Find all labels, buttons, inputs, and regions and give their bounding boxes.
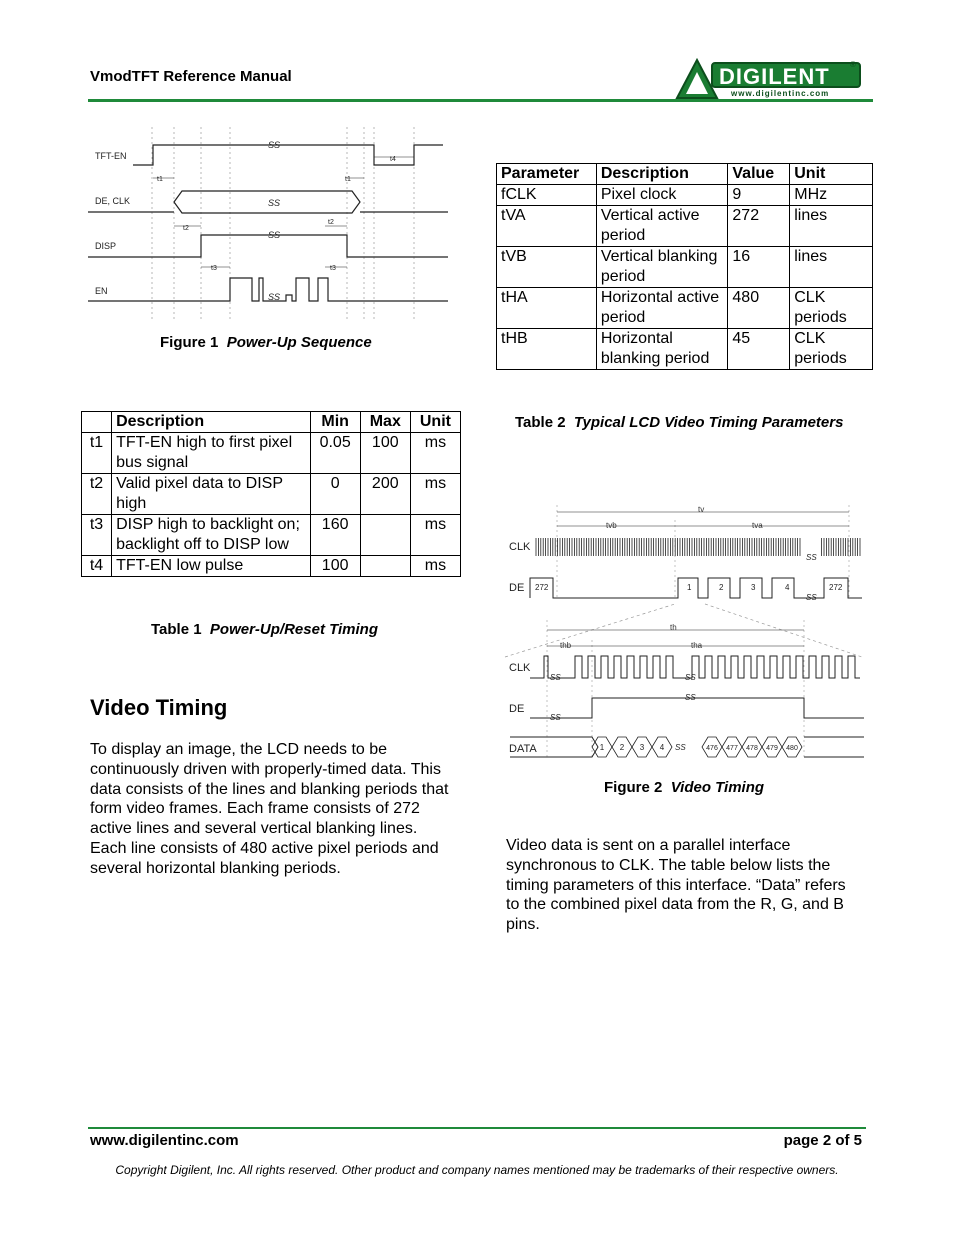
break-mark: SS xyxy=(550,673,561,682)
digilent-logo xyxy=(675,58,865,100)
label-tva: tva xyxy=(752,521,763,530)
break-mark: SS xyxy=(268,140,281,150)
table1-cell-unit: ms xyxy=(410,556,460,577)
table1-header-id xyxy=(82,412,112,433)
table2-cell-description: Horizontal blanking period xyxy=(596,329,728,370)
de-line-label: 4 xyxy=(785,583,790,592)
table1-cell-id: t2 xyxy=(82,474,112,515)
table1-cell-min: 0.05 xyxy=(310,433,360,474)
table1-cell-description xyxy=(112,515,311,556)
table-row xyxy=(82,474,461,515)
label-t1-end: t1 xyxy=(345,176,351,183)
de-line-label: 272 xyxy=(829,583,843,592)
data-pixel-label: 477 xyxy=(726,745,738,752)
table1-power-up-timing xyxy=(81,411,461,577)
table1-cell-description-line2: backlight off to DISP low xyxy=(116,536,289,553)
table1-cell-max xyxy=(360,556,410,577)
table1-cell-id: t3 xyxy=(82,515,112,556)
table-row xyxy=(497,329,873,370)
data-pixel-label: 4 xyxy=(659,743,665,752)
table2-header-value: Value xyxy=(728,164,790,185)
table1-cell-description: Valid pixel data to DISP high xyxy=(112,474,311,515)
table2-cell-unit: CLK periods xyxy=(790,329,873,370)
page-number: page 2 of 5 xyxy=(783,1132,862,1149)
table1-cell-min: 160 xyxy=(310,515,360,556)
label-tvb: tvb xyxy=(606,521,617,530)
figure1-caption-title: Power-Up Sequence xyxy=(226,334,372,351)
signal-de-frame: DE xyxy=(509,582,525,594)
video-timing-paragraph: To display an image, the LCD needs to be continuously driven with properly-timed data. This data consists of the lines and blanking periods that form video frames. Each frame consists of 272 active lines and several vertical blanking lines. Each line consists of 480 active pixel periods and several horizontal blanking periods. xyxy=(90,741,449,877)
table2-cell-description: Horizontal active period xyxy=(596,288,728,329)
data-pixel-waveform xyxy=(592,737,802,757)
table2-cell-value: 45 xyxy=(728,329,790,370)
table1-cell-max: 200 xyxy=(360,474,410,515)
label-t3-start: t3 xyxy=(211,265,217,272)
signal-de-clk: DE, CLK xyxy=(95,196,131,206)
table2-cell-parameter: tHB xyxy=(497,329,597,370)
label-thb: thb xyxy=(560,641,572,650)
data-pixel-label: 476 xyxy=(706,745,718,752)
table2-cell-description: Vertical active period xyxy=(596,206,728,247)
table1-cell-description-line1: DISP high to backlight on; xyxy=(116,516,300,533)
footer-rule xyxy=(88,1127,866,1129)
label-tha: tha xyxy=(691,641,703,650)
signal-tft-en: TFT-EN xyxy=(95,151,127,161)
de-line-label: 2 xyxy=(719,583,724,592)
table2-cell-unit: CLK periods xyxy=(790,288,873,329)
table2-header-unit: Unit xyxy=(790,164,873,185)
signal-clk-line: CLK xyxy=(509,662,531,674)
table1-caption-number: Table 1 xyxy=(151,621,202,638)
label-t2-start: t2 xyxy=(183,225,189,232)
label-th: th xyxy=(670,623,677,632)
figure1-power-up-diagram xyxy=(88,122,460,327)
label-t1-start: t1 xyxy=(157,176,163,183)
table2-header-parameter: Parameter xyxy=(497,164,597,185)
break-mark: SS xyxy=(268,292,281,302)
table1-cell-description: TFT-EN high to first pixel bus signal xyxy=(112,433,311,474)
data-pixel-label: 480 xyxy=(786,745,798,752)
data-pixel-label: 2 xyxy=(619,743,625,752)
header-rule xyxy=(88,99,873,102)
table2-cell-parameter: tVB xyxy=(497,247,597,288)
signal-data-line: DATA xyxy=(509,743,537,755)
figure2-caption xyxy=(604,779,764,796)
table1-cell-id: t4 xyxy=(82,556,112,577)
table-row xyxy=(497,288,873,329)
label-t2-end: t2 xyxy=(328,219,334,226)
table2-cell-parameter: tVA xyxy=(497,206,597,247)
figure1-caption-number: Figure 1 xyxy=(160,334,219,351)
copyright-notice: Copyright Digilent, Inc. All rights reserved. Other product and company names mentioned may be trademarks of their respective owners. xyxy=(115,1163,839,1177)
table2-cell-unit: lines xyxy=(790,247,873,288)
table1-cell-id: t1 xyxy=(82,433,112,474)
break-mark: SS xyxy=(806,553,817,562)
table2-cell-value: 9 xyxy=(728,185,790,206)
signal-clk-frame: CLK xyxy=(509,541,531,553)
table1-header-max: Max xyxy=(360,412,410,433)
break-mark: SS xyxy=(806,593,817,602)
data-pixel-label: 479 xyxy=(766,745,778,752)
de-line-label: 272 xyxy=(535,583,549,592)
table-row xyxy=(82,556,461,577)
table-header-row xyxy=(497,164,873,185)
signal-de-line: DE xyxy=(509,703,525,715)
break-mark: SS xyxy=(685,693,696,702)
table2-caption-number: Table 2 xyxy=(515,414,566,431)
table2-cell-description: Pixel clock xyxy=(596,185,728,206)
table2-caption xyxy=(515,414,843,431)
table1-header-unit: Unit xyxy=(410,412,460,433)
clk-line-trace xyxy=(560,656,860,678)
table-row xyxy=(497,247,873,288)
table1-caption xyxy=(151,621,378,638)
table1-cell-unit: ms xyxy=(410,515,460,556)
table2-cell-value: 480 xyxy=(728,288,790,329)
table-header-row xyxy=(82,412,461,433)
table2-cell-unit: lines xyxy=(790,206,873,247)
section-title: Video Timing xyxy=(90,695,228,720)
label-tv: tv xyxy=(698,505,705,514)
table-row xyxy=(497,206,873,247)
data-pixel-label: 1 xyxy=(599,743,605,752)
table1-cell-unit: ms xyxy=(410,474,460,515)
table2-header-description: Description xyxy=(596,164,728,185)
table1-header-min: Min xyxy=(310,412,360,433)
break-mark: SS xyxy=(685,673,696,682)
figure2-video-timing-diagram xyxy=(500,500,868,765)
break-mark: SS xyxy=(550,713,561,722)
de-line-label: 3 xyxy=(751,583,756,592)
table-row xyxy=(82,515,461,556)
table2-cell-description: Vertical blanking period xyxy=(596,247,728,288)
clk-line-waveform xyxy=(560,656,860,678)
table2-caption-title: Typical LCD Video Timing Parameters xyxy=(573,414,844,431)
table2-cell-unit: MHz xyxy=(790,185,873,206)
break-mark: SS xyxy=(268,230,281,240)
table1-cell-max xyxy=(360,515,410,556)
table1-cell-description: TFT-EN low pulse xyxy=(112,556,311,577)
table1-cell-min: 0 xyxy=(310,474,360,515)
logo-wordmark: DIGILENT xyxy=(711,62,861,88)
label-t3-end: t3 xyxy=(330,265,336,272)
table1-cell-max: 100 xyxy=(360,433,410,474)
table1-caption-title: Power-Up/Reset Timing xyxy=(209,621,379,638)
table1-cell-min: 100 xyxy=(310,556,360,577)
break-mark: SS xyxy=(268,198,281,208)
table2-cell-parameter: tHA xyxy=(497,288,597,329)
de-line-label: 1 xyxy=(687,583,692,592)
table2-video-timing-parameters xyxy=(496,163,873,370)
logo-url: www.digilentinc.com xyxy=(731,89,830,98)
table2-cell-parameter: fCLK xyxy=(497,185,597,206)
table2-cell-value: 16 xyxy=(728,247,790,288)
figure2-caption-title: Video Timing xyxy=(670,779,765,796)
label-t4: t4 xyxy=(390,156,396,163)
table-row xyxy=(497,185,873,206)
figure2-caption-number: Figure 2 xyxy=(604,779,663,796)
signal-disp: DISP xyxy=(95,241,117,251)
table1-cell-unit: ms xyxy=(410,433,460,474)
figure1-caption xyxy=(160,334,372,351)
data-pixel-label: 478 xyxy=(746,745,758,752)
document-title: VmodTFT Reference Manual xyxy=(90,68,292,85)
footer-url[interactable]: www.digilentinc.com xyxy=(90,1132,239,1149)
break-mark: SS xyxy=(675,743,686,752)
signal-en: EN xyxy=(95,286,108,296)
table-row xyxy=(82,433,461,474)
data-pixel-label: 3 xyxy=(639,743,645,752)
logo-registered-mark: ® xyxy=(850,60,856,69)
table1-header-description: Description xyxy=(112,412,311,433)
interface-paragraph: Video data is sent on a parallel interface synchronous to CLK. The table below lists the timing parameters of this interface. “Data” refers to the combined pixel data from the R, G, and B pins. xyxy=(506,837,846,934)
table2-cell-value: 272 xyxy=(728,206,790,247)
